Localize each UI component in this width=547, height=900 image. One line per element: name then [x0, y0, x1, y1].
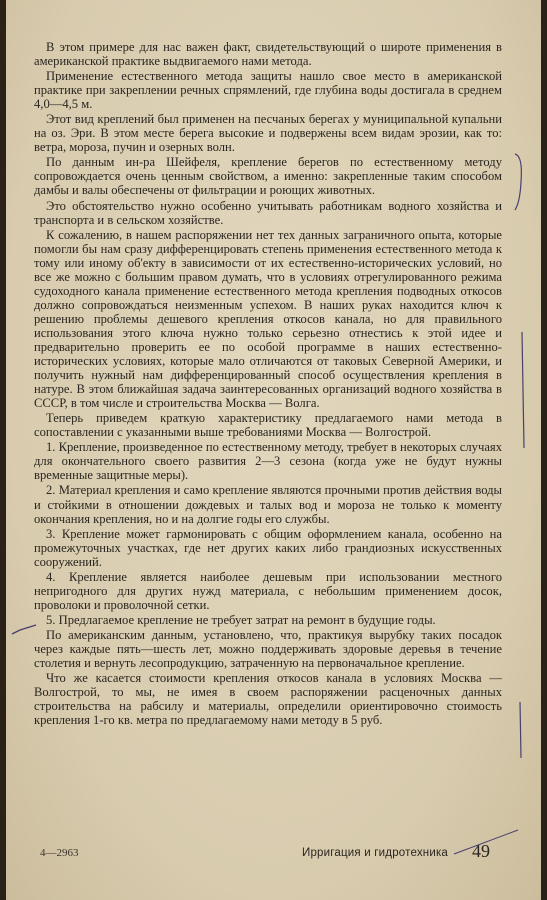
- paragraph: К сожалению, в нашем распоряжении нет тех данных заграничного опыта, которые помогли бы нам сразу дифференцировать степень применения естественного метода к тому или иному об'екту в зависимости от их естественно-исторических условий, но все же можно с большим правом думать, что в условиях отрегулированного режима судоходного канала применение естественного метода крепления подводных откосов должно сопровождаться неизменным успехом. В наших руках находится ключ к решению проблемы дешевого крепления откосов канала, но для правильного использования этого ключа нужно только серьезно отнестись к этой идее и предварительно проверить ее по особой программе в наших естественно-исторических условиях, которые мало отличаются от таковых Северной Америки, и получить нужный нам дифференцированный способ осуществления крепления в натуре. В этом ближайшая задача заинтересованных организаций водного хозяйства в СССР, в том числе и строительства Москва — Волга.: [34, 227, 502, 411]
- book-page: [6, 0, 541, 900]
- page-number: 49: [472, 841, 490, 861]
- list-item: 1. Крепление, произведенное по естественному методу, требует в некоторых случаях для окончательного своего развития 2—3 сезона (когда уже не будут нужны временные защитные меры).: [34, 440, 502, 483]
- list-item: 4. Крепление является наиболее дешевым при использовании местного непригодного для других нужд материала, с небольшим применением досок, проволоки и проволочной сетки.: [34, 569, 502, 612]
- list-item: 2. Материал крепления и само крепление являются прочными против действия воды и стойкими в отношении дождевых и талых вод и мороза не только к моменту окончания крепления, но и на долгие годы его службы.: [34, 483, 502, 526]
- page-footer: [6, 835, 541, 865]
- paragraph: По данным ин-ра Шейфеля, крепление берегов по естественному методу сопровождается очень ценным свойством, а именно: закрепленные таким способом дамбы и валы обеспечены от фильтрации и роющих животных.: [34, 155, 502, 198]
- paragraph: По американским данным, установлено, что, практикуя вырубку таких посадок через каждые пять—шесть лет, можно поддерживать здоровые деревья в течение столетия и вернуть лесопродукцию, затраченную на первоначальное крепление.: [34, 627, 502, 671]
- paragraph: Теперь приведем краткую характеристику предлагаемого нами метода в сопоставлении с указанными выше требованиями Москва — Волгострой.: [34, 411, 502, 440]
- running-title: Ирригация и гидротехника: [302, 847, 449, 859]
- list-item: 5. Предлагаемое крепление не требует затрат на ремонт в будущие годы.: [46, 612, 436, 627]
- paragraph: В этом примере для нас важен факт, свидетельствующий о широте применения в американской практике выдвигаемого нами метода.: [34, 40, 502, 69]
- list-item: 3. Крепление может гармонировать с общим оформлением канала, особенно на промежуточных участках, где нет других каких либо грандиозных искусственных сооружений.: [34, 526, 502, 569]
- paragraph: Применение естественного метода защиты нашло свое место в американской практике при закреплении речных спрямлений, где глубина воды достигала в среднем 4,0—4,5 м.: [34, 69, 502, 112]
- margin-line-mark-bottom: [516, 700, 536, 760]
- signature-code: 4—2963: [40, 847, 79, 859]
- paragraph: Этот вид креплений был применен на песчаных берегах у муниципальной купальни на оз. Эри. В этом месте берега высокие и подвержены всем видам эрозии, как то: ветра, мороза, пучин и озерных волн.: [34, 112, 502, 155]
- body-text: [34, 40, 502, 727]
- paragraph: Что же касается стоимости крепления откосов канала в условиях Москва — Волгострой, то мы, не имея в своем распоряжении расценочных данных строительства на рабсилу и материалы, определили ориентировочно стоимость крепления 1-го кв. метра по предлагаемому нами методу в 5 руб.: [34, 671, 502, 728]
- margin-line-mark: [518, 330, 538, 450]
- margin-bracket-mark: [511, 152, 531, 212]
- paragraph: Это обстоятельство нужно особенно учитывать работникам водного хозяйства и транспорта и в сельском хозяйстве.: [34, 198, 502, 227]
